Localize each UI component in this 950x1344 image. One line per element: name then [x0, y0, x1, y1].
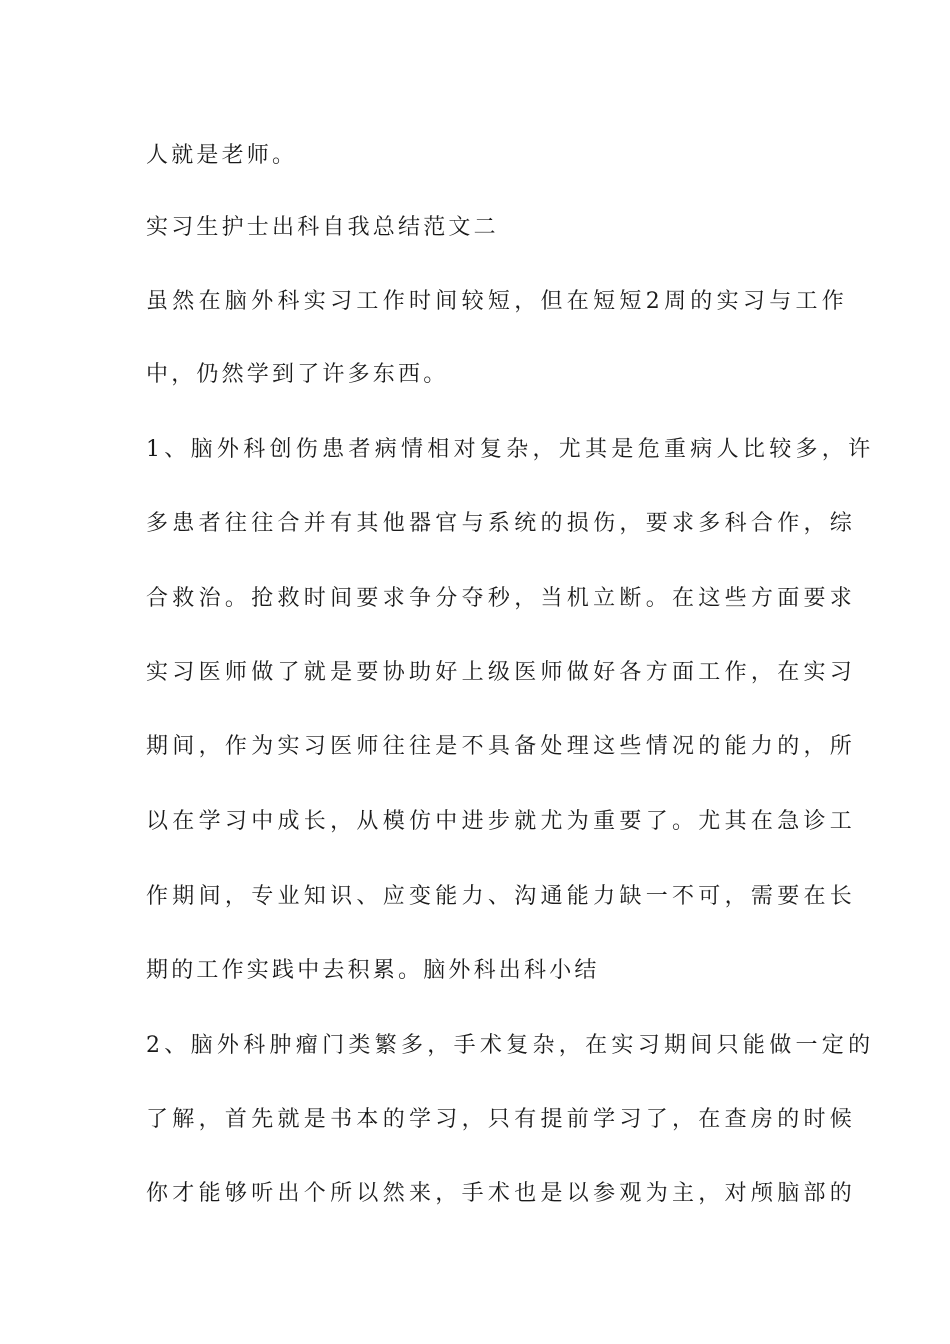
section-heading: 实习生护士出科自我总结范文二	[146, 215, 499, 240]
text-line-9: 期间，作为实习医师往往是不具备处理这些情况的能力的，所	[146, 734, 857, 759]
text-line-5: 1、脑外科创伤患者病情相对复杂，尤其是危重病人比较多，许	[146, 437, 875, 462]
text-line-3: 虽然在脑外科实习工作时间较短，但在短短2周的实习与工作	[146, 289, 849, 314]
text-line-4: 中，仍然学到了许多东西。	[146, 362, 449, 387]
text-line-7: 合救治。抢救时间要求争分夺秒，当机立断。在这些方面要求	[146, 586, 857, 611]
text-line-8: 实习医师做了就是要协助好上级医师做好各方面工作，在实习	[146, 660, 857, 685]
text-line-10: 以在学习中成长，从模仿中进步就尤为重要了。尤其在急诊工	[146, 809, 857, 834]
text-line-1: 人就是老师。	[146, 143, 298, 168]
text-line-11: 作期间，专业知识、应变能力、沟通能力缺一不可，需要在长	[146, 884, 857, 909]
text-line-15: 你才能够听出个所以然来，手术也是以参观为主，对颅脑部的	[146, 1181, 857, 1206]
text-line-14: 了解，首先就是书本的学习，只有提前学习了，在查房的时候	[146, 1107, 857, 1132]
text-line-12: 期的工作实践中去积累。脑外科出科小结	[146, 958, 600, 983]
text-line-6: 多患者往往合并有其他器官与系统的损伤，要求多科合作，综	[146, 511, 857, 536]
text-line-13: 2、脑外科肿瘤门类繁多，手术复杂，在实习期间只能做一定的	[146, 1033, 875, 1058]
